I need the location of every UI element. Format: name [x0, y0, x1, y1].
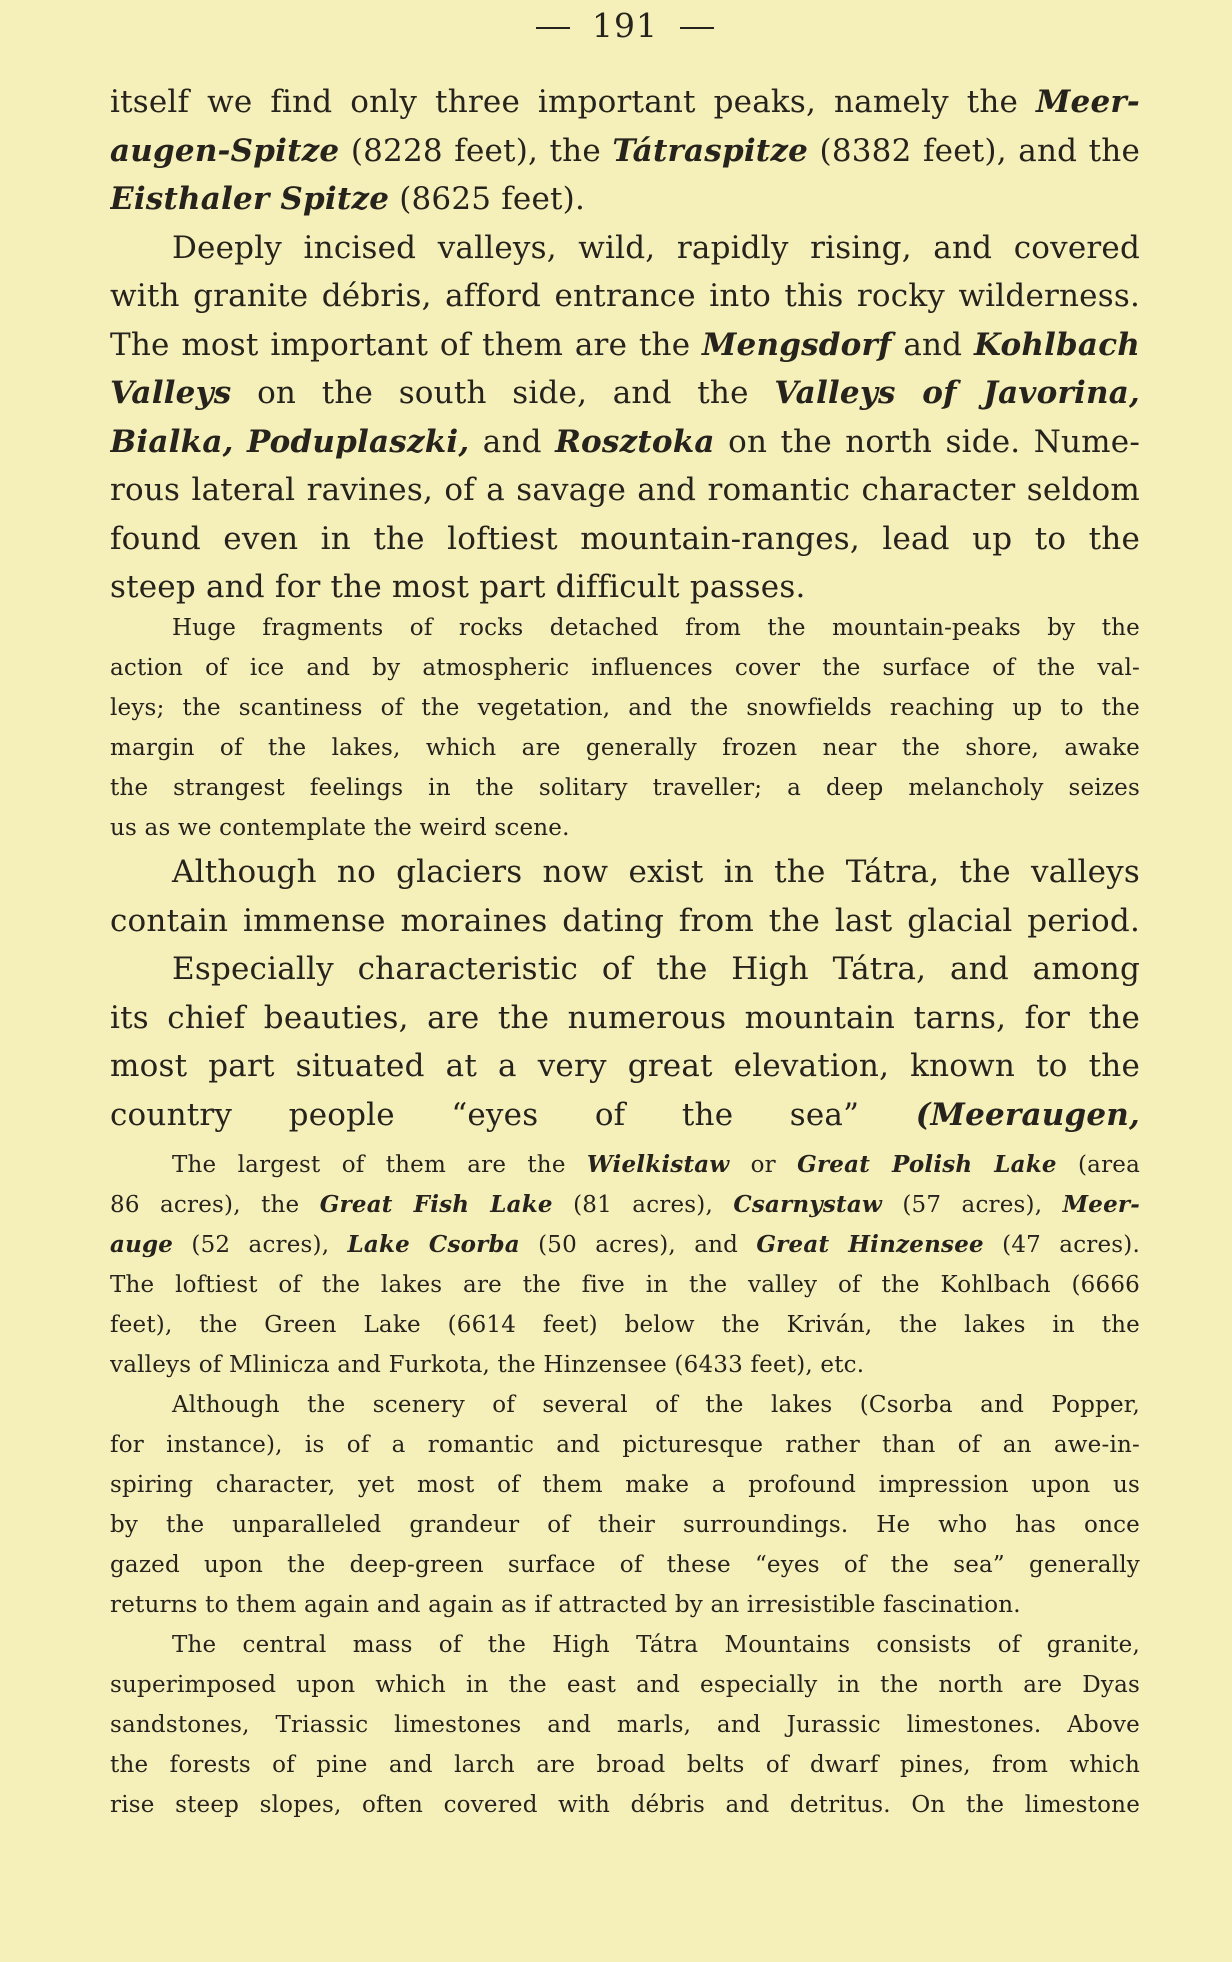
- text-line: itself we find only three important peaks, namely the Meer-: [110, 84, 1140, 120]
- text-line: The loftiest of the lakes are the five in the valley of the Kohlbach (6666: [110, 1272, 1140, 1298]
- header-dash-left: [536, 27, 570, 29]
- paragraph-peaks: [110, 78, 1140, 612]
- text-line: contain immense moraines dating from the last glacial period.: [110, 902, 1140, 939]
- text-line: valleys of Mlinicza and Furkota, the Hinzensee (6433 feet), etc.: [110, 1352, 865, 1378]
- text-line: with granite débris, afford entrance into this rocky wilderness.: [110, 278, 1140, 314]
- text-line: The most important of them are the Mengsdorf and Kohlbach: [110, 326, 1140, 363]
- text-line: Valleys on the south side, and the Valleys of Javorina,: [110, 375, 1140, 411]
- text-line: auge (52 acres), Lake Csorba (50 acres), and Great Hinzensee (47 acres).: [110, 1231, 1140, 1258]
- text-line: its chief beauties, are the numerous mountain tarns, for the: [110, 999, 1140, 1036]
- text-line: the forests of pine and larch are broad belts of dwarf pines, from which: [110, 1752, 1140, 1778]
- text-line: leys; the scantiness of the vegetation, and the snowfields reaching up to the: [110, 695, 1140, 721]
- text-line: found even in the loftiest mountain-ranges, lead up to the: [110, 520, 1140, 557]
- text-line: Especially characteristic of the High Tátra, and among: [172, 951, 1140, 987]
- page-number: 191: [592, 6, 658, 45]
- text-line: by the unparalleled grandeur of their surroundings. He who has once: [110, 1512, 1140, 1538]
- text-line: action of ice and by atmospheric influences cover the surface of the val-: [110, 655, 1140, 681]
- paragraph-lakes: [110, 1145, 1140, 1825]
- text-line: margin of the lakes, which are generally frozen near the shore, awake: [110, 735, 1140, 761]
- paragraph-glaciers-tarns: [110, 848, 1140, 1139]
- text-line: rise steep slopes, often covered with débris and detritus. On the limestone: [110, 1792, 1140, 1818]
- text-line: sandstones, Triassic limestones and marls, and Jurassic limestones. Above: [110, 1712, 1140, 1738]
- text-line: The largest of them are the Wielkistaw or Great Polish Lake (area: [172, 1151, 1140, 1178]
- text-line: spiring character, yet most of them make a profound impression upon us: [110, 1472, 1140, 1498]
- text-line: country people “eyes of the sea” (Meeraugen,: [110, 1096, 1140, 1133]
- text-line: rous lateral ravines, of a savage and romantic character seldom: [110, 472, 1140, 508]
- text-line: Eisthaler Spitze (8625 feet).: [110, 181, 585, 217]
- text-line: steep and for the most part difficult passes.: [110, 569, 806, 605]
- text-line: Bialka, Poduplaszki, and Rosztoka on the north side. Nume-: [110, 423, 1140, 460]
- paragraph-fragments: [110, 608, 1140, 848]
- text-line: us as we contemplate the weird scene.: [110, 815, 570, 841]
- text-line: feet), the Green Lake (6614 feet) below the Kriván, the lakes in the: [110, 1312, 1140, 1338]
- text-line: Deeply incised valleys, wild, rapidly rising, and covered: [172, 229, 1140, 266]
- text-line: gazed upon the deep-green surface of these “eyes of the sea” generally: [110, 1552, 1140, 1578]
- text-line: superimposed upon which in the east and especially in the north are Dyas: [110, 1672, 1140, 1698]
- text-line: returns to them again and again as if attracted by an irresistible fascination.: [110, 1592, 1021, 1618]
- text-line: Huge fragments of rocks detached from the mountain-peaks by the: [172, 615, 1140, 641]
- text-line: the strangest feelings in the solitary traveller; a deep melancholy seizes: [110, 775, 1140, 801]
- text-line: augen-Spitze (8228 feet), the Tátraspitze (8382 feet), and the: [110, 132, 1140, 169]
- text-line: 86 acres), the Great Fish Lake (81 acres), Csarnystaw (57 acres), Meer-: [110, 1191, 1140, 1218]
- page-number-header: [110, 6, 1140, 45]
- header-dash-right: [680, 27, 714, 29]
- text-line: for instance), is of a romantic and picturesque rather than of an awe-in-: [110, 1432, 1140, 1458]
- text-line: Although no glaciers now exist in the Tátra, the valleys: [172, 854, 1140, 890]
- book-page: [110, 0, 1140, 1962]
- text-line: most part situated at a very great elevation, known to the: [110, 1048, 1140, 1084]
- text-line: Although the scenery of several of the lakes (Csorba and Popper,: [172, 1392, 1140, 1418]
- text-line: The central mass of the High Tátra Mountains consists of granite,: [172, 1632, 1140, 1658]
